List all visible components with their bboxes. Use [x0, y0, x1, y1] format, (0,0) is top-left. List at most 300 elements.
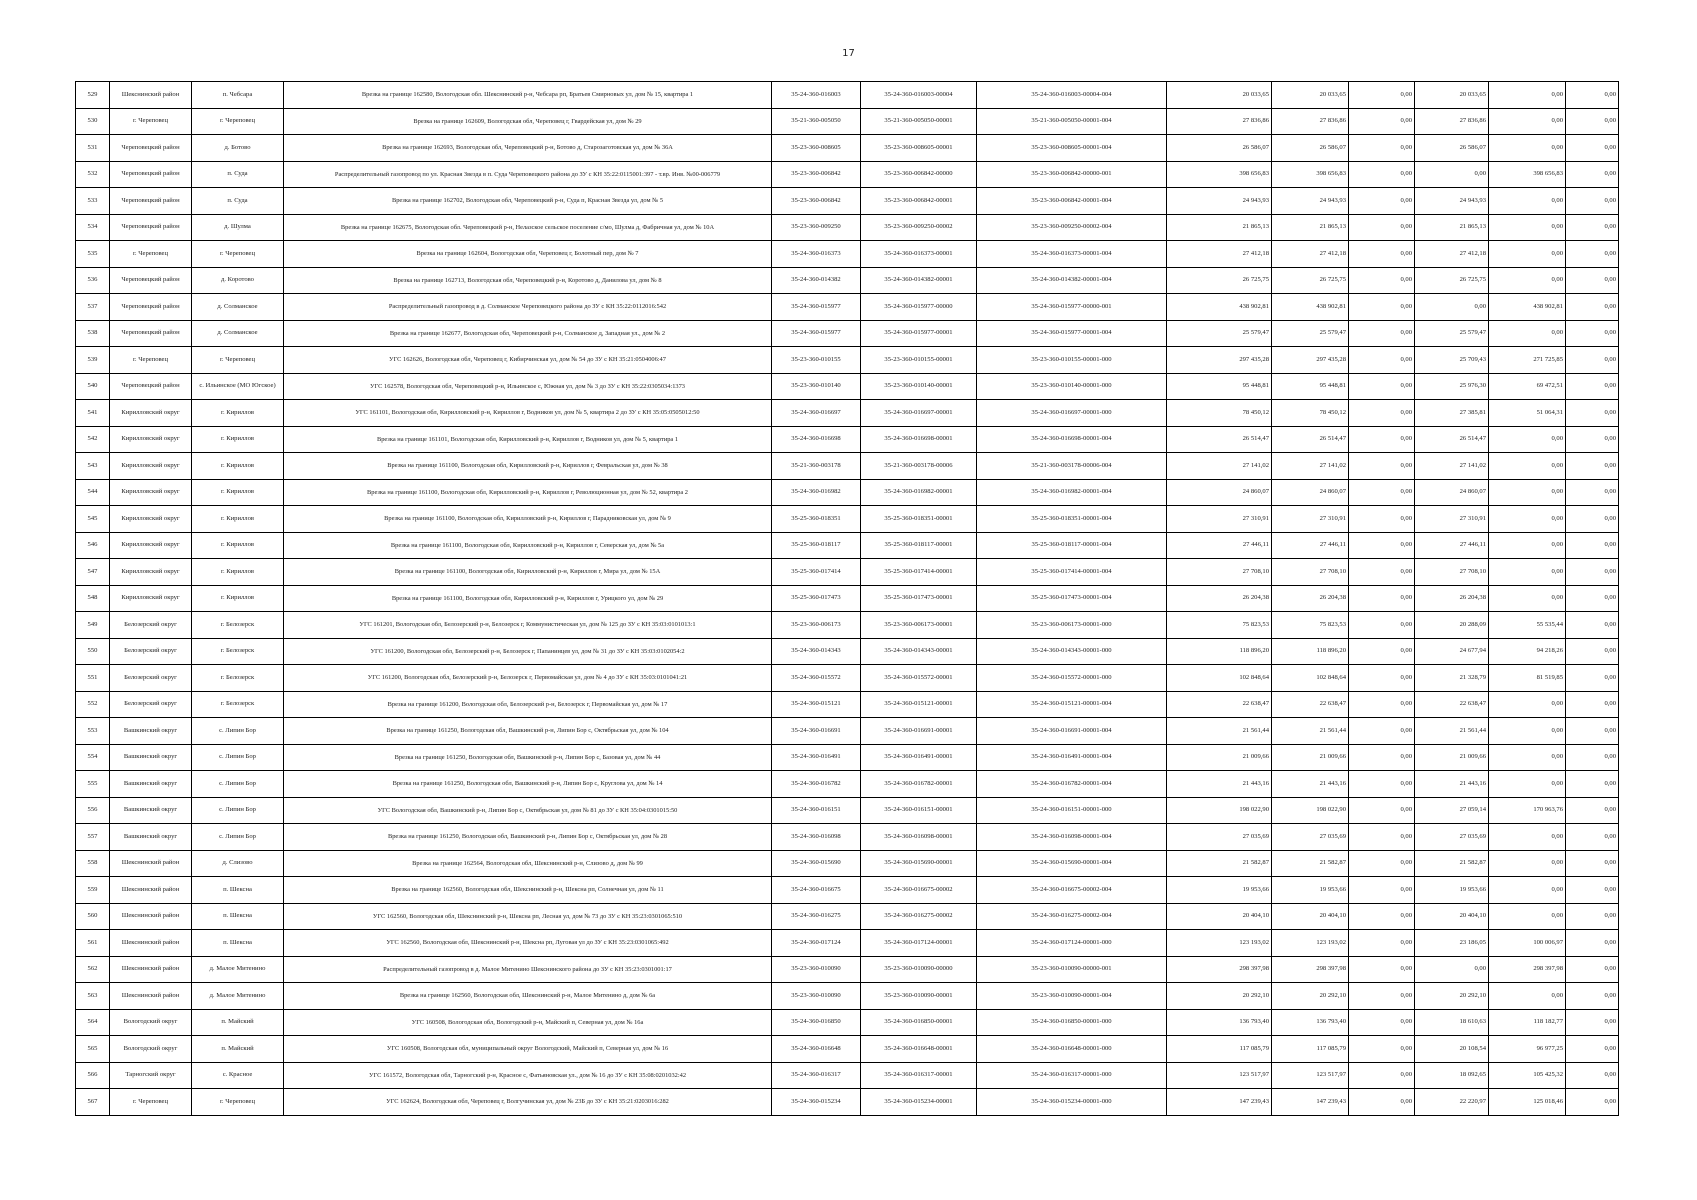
cell-total: 21 443,16	[1167, 771, 1272, 798]
cell-district: г. Череповец	[110, 347, 192, 374]
cell-value-d: 0,00	[1489, 267, 1566, 294]
cell-total: 298 397,98	[1167, 956, 1272, 983]
cell-total: 27 035,69	[1167, 824, 1272, 851]
cell-value-d: 0,00	[1489, 426, 1566, 453]
cell-value-a: 21 009,66	[1272, 744, 1349, 771]
cell-locality: г. Кириллов	[192, 426, 284, 453]
cell-value-c: 27 059,14	[1415, 797, 1489, 824]
table-row	[76, 1009, 1619, 1036]
cell-district: Белозерский округ	[110, 612, 192, 639]
cell-locality: г. Череповец	[192, 241, 284, 268]
cell-value-c: 21 865,13	[1415, 214, 1489, 241]
cell-district: Череповецкий район	[110, 188, 192, 215]
cell-value-e: 0,00	[1566, 585, 1619, 612]
cell-value-a: 123 193,02	[1272, 930, 1349, 957]
cell-code: 35-24-360-016782	[772, 771, 861, 798]
cell-value-d: 118 182,77	[1489, 1009, 1566, 1036]
cell-value-a: 25 579,47	[1272, 320, 1349, 347]
data-table	[75, 81, 1619, 1116]
cell-value-e: 0,00	[1566, 1036, 1619, 1063]
cell-value-c: 21 582,87	[1415, 850, 1489, 877]
cell-code: 35-21-360-005050	[772, 108, 861, 135]
cell-address: Врезка на границе 161250, Вологодская обл, Вашкинский р-н, Липин Бор с, Октябрьская ул, дом № 104	[284, 718, 772, 745]
table-row	[76, 559, 1619, 586]
cell-value-c: 26 586,07	[1415, 135, 1489, 162]
table-row	[76, 771, 1619, 798]
cell-district: Шекснинский район	[110, 903, 192, 930]
cell-address: Врезка на границе 162713, Вологодская обл, Череповецкий р-н, Коротово д, Данилова ул, дом № 8	[284, 267, 772, 294]
cell-code: 35-25-360-017414	[772, 559, 861, 586]
cell-value-d: 105 425,32	[1489, 1062, 1566, 1089]
cell-subcode: 35-24-360-015977-00000	[861, 294, 977, 321]
cell-district: Шекснинский район	[110, 82, 192, 109]
cell-address: Врезка на границе 162560, Вологодская обл, Шекснинский р-н, Шексна рп, Солнечная ул, дом № 11	[284, 877, 772, 904]
cell-total: 78 450,12	[1167, 400, 1272, 427]
cell-fullcode: 35-24-360-015234-00001-000	[977, 1089, 1167, 1116]
cell-total: 26 204,38	[1167, 585, 1272, 612]
cell-district: Шекснинский район	[110, 877, 192, 904]
cell-code: 35-23-360-006842	[772, 188, 861, 215]
cell-value-b: 0,00	[1349, 956, 1415, 983]
cell-subcode: 35-23-360-006173-00001	[861, 612, 977, 639]
cell-value-a: 26 204,38	[1272, 585, 1349, 612]
table-row	[76, 797, 1619, 824]
table-row	[76, 82, 1619, 109]
cell-value-d: 100 006,97	[1489, 930, 1566, 957]
cell-value-a: 24 943,93	[1272, 188, 1349, 215]
cell-subcode: 35-24-360-016275-00002	[861, 903, 977, 930]
cell-value-a: 27 141,02	[1272, 453, 1349, 480]
table-row	[76, 108, 1619, 135]
cell-value-c: 25 976,30	[1415, 373, 1489, 400]
cell-value-e: 0,00	[1566, 532, 1619, 559]
cell-value-e: 0,00	[1566, 453, 1619, 480]
cell-code: 35-23-360-009250	[772, 214, 861, 241]
cell-fullcode: 35-24-360-016317-00001-000	[977, 1062, 1167, 1089]
cell-code: 35-24-360-015977	[772, 294, 861, 321]
cell-num: 533	[76, 188, 110, 215]
cell-address: Врезка на границе 161250, Вологодская обл, Вашкинский р-н, Липин Бор с, Круглова ул, дом № 14	[284, 771, 772, 798]
cell-subcode: 35-23-360-006842-00000	[861, 161, 977, 188]
cell-value-b: 0,00	[1349, 559, 1415, 586]
cell-locality: с. Красное	[192, 1062, 284, 1089]
cell-value-b: 0,00	[1349, 161, 1415, 188]
cell-code: 35-24-360-015234	[772, 1089, 861, 1116]
cell-value-b: 0,00	[1349, 797, 1415, 824]
cell-num: 543	[76, 453, 110, 480]
cell-num: 539	[76, 347, 110, 374]
cell-district: Вашкинский округ	[110, 824, 192, 851]
cell-value-e: 0,00	[1566, 188, 1619, 215]
cell-subcode: 35-24-360-016698-00001	[861, 426, 977, 453]
cell-fullcode: 35-24-360-015121-00001-004	[977, 691, 1167, 718]
cell-value-e: 0,00	[1566, 214, 1619, 241]
cell-fullcode: 35-24-360-014343-00001-000	[977, 638, 1167, 665]
cell-district: Череповецкий район	[110, 320, 192, 347]
cell-value-a: 26 586,07	[1272, 135, 1349, 162]
cell-address: УГС 161201, Вологодская обл, Белозерский р-н, Белозерск г, Коммунистическая ул, дом № 125 до ЗУ с КН 35:03:0101013:1	[284, 612, 772, 639]
cell-value-e: 0,00	[1566, 135, 1619, 162]
table-row	[76, 161, 1619, 188]
table-row	[76, 241, 1619, 268]
cell-address: УГС 162578, Вологодская обл, Череповецкий р-н, Ильинское с, Южная ул, дом № 3 до ЗУ с КН 35:22:0305034:1373	[284, 373, 772, 400]
cell-code: 35-24-360-015572	[772, 665, 861, 692]
cell-value-e: 0,00	[1566, 347, 1619, 374]
cell-fullcode: 35-24-360-016098-00001-004	[977, 824, 1167, 851]
cell-value-b: 0,00	[1349, 479, 1415, 506]
cell-locality: п. Майский	[192, 1036, 284, 1063]
table-row	[76, 426, 1619, 453]
cell-address: Врезка на границе 161100, Вологодская обл, Кирилловский р-н, Кириллов г, Мира ул, дом № 15А	[284, 559, 772, 586]
cell-num: 564	[76, 1009, 110, 1036]
cell-subcode: 35-23-360-006842-00001	[861, 188, 977, 215]
cell-total: 21 865,13	[1167, 214, 1272, 241]
cell-value-a: 102 848,64	[1272, 665, 1349, 692]
cell-value-d: 94 218,26	[1489, 638, 1566, 665]
cell-value-d: 0,00	[1489, 188, 1566, 215]
cell-district: Кирилловский округ	[110, 585, 192, 612]
cell-locality: г. Кириллов	[192, 453, 284, 480]
cell-value-e: 0,00	[1566, 479, 1619, 506]
cell-district: Череповецкий район	[110, 373, 192, 400]
cell-num: 537	[76, 294, 110, 321]
cell-value-d: 0,00	[1489, 877, 1566, 904]
cell-value-e: 0,00	[1566, 983, 1619, 1010]
table-row	[76, 612, 1619, 639]
cell-value-b: 0,00	[1349, 82, 1415, 109]
cell-value-d: 0,00	[1489, 320, 1566, 347]
cell-value-d: 0,00	[1489, 771, 1566, 798]
cell-value-d: 0,00	[1489, 903, 1566, 930]
cell-code: 35-24-360-015977	[772, 320, 861, 347]
cell-num: 553	[76, 718, 110, 745]
cell-value-e: 0,00	[1566, 373, 1619, 400]
cell-value-a: 118 896,20	[1272, 638, 1349, 665]
table-row	[76, 983, 1619, 1010]
cell-address: Распределительный газопровод по ул. Красная Звезда в п. Суда Череповецкого района до ЗУ с КН 35:22:0115001:397 - т.вр. Инв. №00-006779	[284, 161, 772, 188]
cell-num: 550	[76, 638, 110, 665]
cell-subcode: 35-24-360-016491-00001	[861, 744, 977, 771]
cell-district: Череповецкий район	[110, 267, 192, 294]
cell-value-b: 0,00	[1349, 930, 1415, 957]
table-row	[76, 294, 1619, 321]
cell-address: Врезка на границе 161100, Вологодская обл, Кирилловский р-н, Кириллов г, Февральская ул, дом № 38	[284, 453, 772, 480]
cell-locality: г. Кириллов	[192, 506, 284, 533]
cell-value-a: 27 310,91	[1272, 506, 1349, 533]
cell-locality: д. Малое Митенино	[192, 956, 284, 983]
cell-total: 27 310,91	[1167, 506, 1272, 533]
cell-fullcode: 35-24-360-016782-00001-004	[977, 771, 1167, 798]
cell-fullcode: 35-23-360-010155-00001-000	[977, 347, 1167, 374]
cell-value-c: 25 709,43	[1415, 347, 1489, 374]
cell-total: 21 582,87	[1167, 850, 1272, 877]
cell-subcode: 35-24-360-016317-00001	[861, 1062, 977, 1089]
cell-value-d: 0,00	[1489, 214, 1566, 241]
cell-num: 565	[76, 1036, 110, 1063]
cell-value-b: 0,00	[1349, 532, 1415, 559]
cell-value-c: 20 404,10	[1415, 903, 1489, 930]
cell-code: 35-24-360-015121	[772, 691, 861, 718]
cell-value-b: 0,00	[1349, 744, 1415, 771]
cell-fullcode: 35-24-360-016373-00001-004	[977, 241, 1167, 268]
cell-total: 27 412,18	[1167, 241, 1272, 268]
cell-district: г. Череповец	[110, 1089, 192, 1116]
cell-total: 147 239,43	[1167, 1089, 1272, 1116]
cell-value-d: 0,00	[1489, 82, 1566, 109]
cell-subcode: 35-24-360-016691-00001	[861, 718, 977, 745]
cell-value-e: 0,00	[1566, 506, 1619, 533]
table-row	[76, 956, 1619, 983]
cell-value-c: 27 310,91	[1415, 506, 1489, 533]
cell-total: 136 793,40	[1167, 1009, 1272, 1036]
cell-value-e: 0,00	[1566, 426, 1619, 453]
cell-address: Врезка на границе 161101, Вологодская обл, Кирилловский р-н, Кириллов г, Водников ул, дом № 5, квартира 1	[284, 426, 772, 453]
cell-locality: г. Череповец	[192, 108, 284, 135]
cell-num: 532	[76, 161, 110, 188]
cell-subcode: 35-24-360-016151-00001	[861, 797, 977, 824]
cell-total: 118 896,20	[1167, 638, 1272, 665]
cell-fullcode: 35-24-360-016491-00001-004	[977, 744, 1167, 771]
cell-locality: д. Коротово	[192, 267, 284, 294]
cell-district: Вашкинский округ	[110, 744, 192, 771]
cell-address: Врезка на границе 161250, Вологодская обл, Вашкинский р-н, Липин Бор с, Октябрьская ул, дом № 28	[284, 824, 772, 851]
cell-num: 559	[76, 877, 110, 904]
cell-value-a: 21 582,87	[1272, 850, 1349, 877]
cell-num: 554	[76, 744, 110, 771]
cell-fullcode: 35-24-360-015690-00001-004	[977, 850, 1167, 877]
cell-fullcode: 35-24-360-016698-00001-004	[977, 426, 1167, 453]
cell-value-e: 0,00	[1566, 665, 1619, 692]
cell-value-e: 0,00	[1566, 903, 1619, 930]
table-row	[76, 850, 1619, 877]
cell-code: 35-23-360-006842	[772, 161, 861, 188]
cell-value-a: 22 638,47	[1272, 691, 1349, 718]
cell-value-b: 0,00	[1349, 1089, 1415, 1116]
cell-total: 20 033,65	[1167, 82, 1272, 109]
cell-value-d: 125 018,46	[1489, 1089, 1566, 1116]
cell-locality: г. Кириллов	[192, 532, 284, 559]
cell-total: 27 446,11	[1167, 532, 1272, 559]
cell-value-e: 0,00	[1566, 294, 1619, 321]
cell-value-b: 0,00	[1349, 373, 1415, 400]
cell-subcode: 35-24-360-015977-00001	[861, 320, 977, 347]
cell-fullcode: 35-24-360-016648-00001-000	[977, 1036, 1167, 1063]
cell-value-e: 0,00	[1566, 241, 1619, 268]
cell-subcode: 35-21-360-003178-00006	[861, 453, 977, 480]
cell-address: Врезка на границе 162693, Вологодская обл, Череповецкий р-н, Ботово д, Старозаготовская ул, дом № 36А	[284, 135, 772, 162]
cell-value-b: 0,00	[1349, 267, 1415, 294]
cell-total: 123 517,97	[1167, 1062, 1272, 1089]
table-row	[76, 1036, 1619, 1063]
cell-value-e: 0,00	[1566, 1009, 1619, 1036]
cell-code: 35-24-360-016675	[772, 877, 861, 904]
table-row	[76, 691, 1619, 718]
cell-subcode: 35-25-360-017414-00001	[861, 559, 977, 586]
cell-value-b: 0,00	[1349, 108, 1415, 135]
cell-subcode: 35-23-360-010155-00001	[861, 347, 977, 374]
cell-value-a: 123 517,97	[1272, 1062, 1349, 1089]
cell-value-d: 0,00	[1489, 718, 1566, 745]
cell-district: Череповецкий район	[110, 294, 192, 321]
cell-fullcode: 35-23-360-008605-00001-004	[977, 135, 1167, 162]
table-row	[76, 267, 1619, 294]
cell-value-d: 96 977,25	[1489, 1036, 1566, 1063]
table-row	[76, 532, 1619, 559]
cell-code: 35-24-360-017124	[772, 930, 861, 957]
cell-value-b: 0,00	[1349, 426, 1415, 453]
cell-address: УГС 162624, Вологодская обл, Череповец г, Волгучинская ул, дом № 23Б до ЗУ с КН 35:21:0203016:282	[284, 1089, 772, 1116]
cell-value-b: 0,00	[1349, 691, 1415, 718]
table-row	[76, 320, 1619, 347]
cell-district: Кирилловский округ	[110, 506, 192, 533]
cell-value-a: 27 412,18	[1272, 241, 1349, 268]
cell-num: 561	[76, 930, 110, 957]
cell-fullcode: 35-24-360-016691-00001-004	[977, 718, 1167, 745]
cell-locality: д. Шулма	[192, 214, 284, 241]
cell-subcode: 35-23-360-008605-00001	[861, 135, 977, 162]
cell-num: 546	[76, 532, 110, 559]
cell-code: 35-24-360-014382	[772, 267, 861, 294]
cell-code: 35-24-360-016003	[772, 82, 861, 109]
cell-district: г. Череповец	[110, 241, 192, 268]
cell-fullcode: 35-21-360-003178-00006-004	[977, 453, 1167, 480]
cell-value-d: 298 397,98	[1489, 956, 1566, 983]
cell-value-d: 0,00	[1489, 506, 1566, 533]
cell-value-e: 0,00	[1566, 267, 1619, 294]
cell-code: 35-25-360-017473	[772, 585, 861, 612]
cell-fullcode: 35-25-360-017414-00001-004	[977, 559, 1167, 586]
cell-address: УГС 161101, Вологодская обл, Кирилловский р-н, Кириллов г, Водников ул, дом № 5, квартира 2 до ЗУ с КН 35:05:0505012:50	[284, 400, 772, 427]
cell-code: 35-23-360-006173	[772, 612, 861, 639]
cell-total: 20 404,10	[1167, 903, 1272, 930]
cell-locality: г. Кириллов	[192, 479, 284, 506]
cell-subcode: 35-24-360-016675-00002	[861, 877, 977, 904]
table-row	[76, 1089, 1619, 1116]
cell-address: Врезка на границе 161200, Вологодская обл, Белозерский р-н, Белозерск г, Первомайская ул, дом № 17	[284, 691, 772, 718]
cell-value-d: 0,00	[1489, 479, 1566, 506]
cell-locality: д. Ботово	[192, 135, 284, 162]
cell-district: Вашкинский округ	[110, 771, 192, 798]
cell-value-e: 0,00	[1566, 108, 1619, 135]
table-row	[76, 347, 1619, 374]
cell-subcode: 35-24-360-016098-00001	[861, 824, 977, 851]
table-row	[76, 824, 1619, 851]
cell-value-a: 20 292,10	[1272, 983, 1349, 1010]
cell-value-a: 298 397,98	[1272, 956, 1349, 983]
cell-district: Вологодский округ	[110, 1009, 192, 1036]
cell-value-c: 25 579,47	[1415, 320, 1489, 347]
cell-district: Вологодский округ	[110, 1036, 192, 1063]
cell-num: 563	[76, 983, 110, 1010]
cell-num: 549	[76, 612, 110, 639]
cell-value-b: 0,00	[1349, 850, 1415, 877]
cell-value-b: 0,00	[1349, 400, 1415, 427]
cell-value-e: 0,00	[1566, 161, 1619, 188]
cell-total: 21 009,66	[1167, 744, 1272, 771]
cell-code: 35-23-360-010155	[772, 347, 861, 374]
cell-value-b: 0,00	[1349, 612, 1415, 639]
cell-fullcode: 35-21-360-005050-00001-004	[977, 108, 1167, 135]
cell-value-c: 21 328,79	[1415, 665, 1489, 692]
cell-value-e: 0,00	[1566, 691, 1619, 718]
cell-total: 22 638,47	[1167, 691, 1272, 718]
cell-address: Врезка на границе 162580, Вологодская обл. Шекснинский р-н, Чебсара рп, Братьев Смирновых ул, дом № 15, квартира 1	[284, 82, 772, 109]
cell-address: Врезка на границе 161250, Вологодская обл, Вашкинский р-н, Липин Бор с, Базовая ул, дом № 44	[284, 744, 772, 771]
cell-address: Врезка на границе 162604, Вологодская обл, Череповец г, Болотный пер, дом № 7	[284, 241, 772, 268]
cell-num: 558	[76, 850, 110, 877]
cell-total: 26 586,07	[1167, 135, 1272, 162]
cell-code: 35-25-360-018117	[772, 532, 861, 559]
cell-value-c: 24 677,94	[1415, 638, 1489, 665]
cell-subcode: 35-25-360-018117-00001	[861, 532, 977, 559]
cell-value-b: 0,00	[1349, 188, 1415, 215]
cell-fullcode: 35-23-360-010090-00000-001	[977, 956, 1167, 983]
cell-value-e: 0,00	[1566, 744, 1619, 771]
cell-value-c: 27 035,69	[1415, 824, 1489, 851]
cell-value-d: 271 725,85	[1489, 347, 1566, 374]
cell-num: 540	[76, 373, 110, 400]
cell-total: 27 836,86	[1167, 108, 1272, 135]
cell-locality: д. Солманское	[192, 294, 284, 321]
cell-total: 26 514,47	[1167, 426, 1272, 453]
cell-total: 198 022,90	[1167, 797, 1272, 824]
cell-locality: г. Белозерск	[192, 612, 284, 639]
cell-address: Врезка на границе 162677, Вологодская обл, Череповецкий р-н, Солманское д, Западная ул., дом № 2	[284, 320, 772, 347]
cell-value-b: 0,00	[1349, 214, 1415, 241]
cell-code: 35-23-360-010140	[772, 373, 861, 400]
cell-total: 75 823,53	[1167, 612, 1272, 639]
cell-value-a: 27 708,10	[1272, 559, 1349, 586]
cell-value-c: 0,00	[1415, 161, 1489, 188]
cell-subcode: 35-24-360-015572-00001	[861, 665, 977, 692]
cell-value-b: 0,00	[1349, 1036, 1415, 1063]
cell-value-a: 95 448,81	[1272, 373, 1349, 400]
cell-num: 556	[76, 797, 110, 824]
cell-fullcode: 35-24-360-016850-00001-000	[977, 1009, 1167, 1036]
cell-address: Врезка на границе 161100, Вологодская обл, Кирилловский р-н, Кириллов г, Парадниковская ул, дом № 9	[284, 506, 772, 533]
cell-subcode: 35-23-360-010140-00001	[861, 373, 977, 400]
cell-value-a: 20 404,10	[1272, 903, 1349, 930]
cell-subcode: 35-24-360-017124-00001	[861, 930, 977, 957]
cell-total: 20 292,10	[1167, 983, 1272, 1010]
cell-district: Шекснинский район	[110, 983, 192, 1010]
cell-value-a: 147 239,43	[1272, 1089, 1349, 1116]
cell-total: 297 435,28	[1167, 347, 1272, 374]
table-row	[76, 135, 1619, 162]
cell-value-d: 0,00	[1489, 744, 1566, 771]
table-row	[76, 718, 1619, 745]
cell-num: 560	[76, 903, 110, 930]
cell-code: 35-24-360-016275	[772, 903, 861, 930]
cell-value-e: 0,00	[1566, 82, 1619, 109]
table-row	[76, 479, 1619, 506]
cell-total: 21 561,44	[1167, 718, 1272, 745]
cell-value-c: 20 108,54	[1415, 1036, 1489, 1063]
cell-value-e: 0,00	[1566, 638, 1619, 665]
cell-num: 567	[76, 1089, 110, 1116]
table-row	[76, 903, 1619, 930]
cell-fullcode: 35-23-360-010090-00001-004	[977, 983, 1167, 1010]
cell-value-d: 69 472,51	[1489, 373, 1566, 400]
cell-code: 35-24-360-016373	[772, 241, 861, 268]
cell-address: Врезка на границе 162564, Вологодская обл, Шекснинский р-н, Слизово д, дом № 99	[284, 850, 772, 877]
cell-code: 35-25-360-018351	[772, 506, 861, 533]
cell-value-c: 26 725,75	[1415, 267, 1489, 294]
cell-total: 438 902,81	[1167, 294, 1272, 321]
table-row	[76, 506, 1619, 533]
cell-value-d: 0,00	[1489, 135, 1566, 162]
cell-value-c: 23 186,05	[1415, 930, 1489, 957]
